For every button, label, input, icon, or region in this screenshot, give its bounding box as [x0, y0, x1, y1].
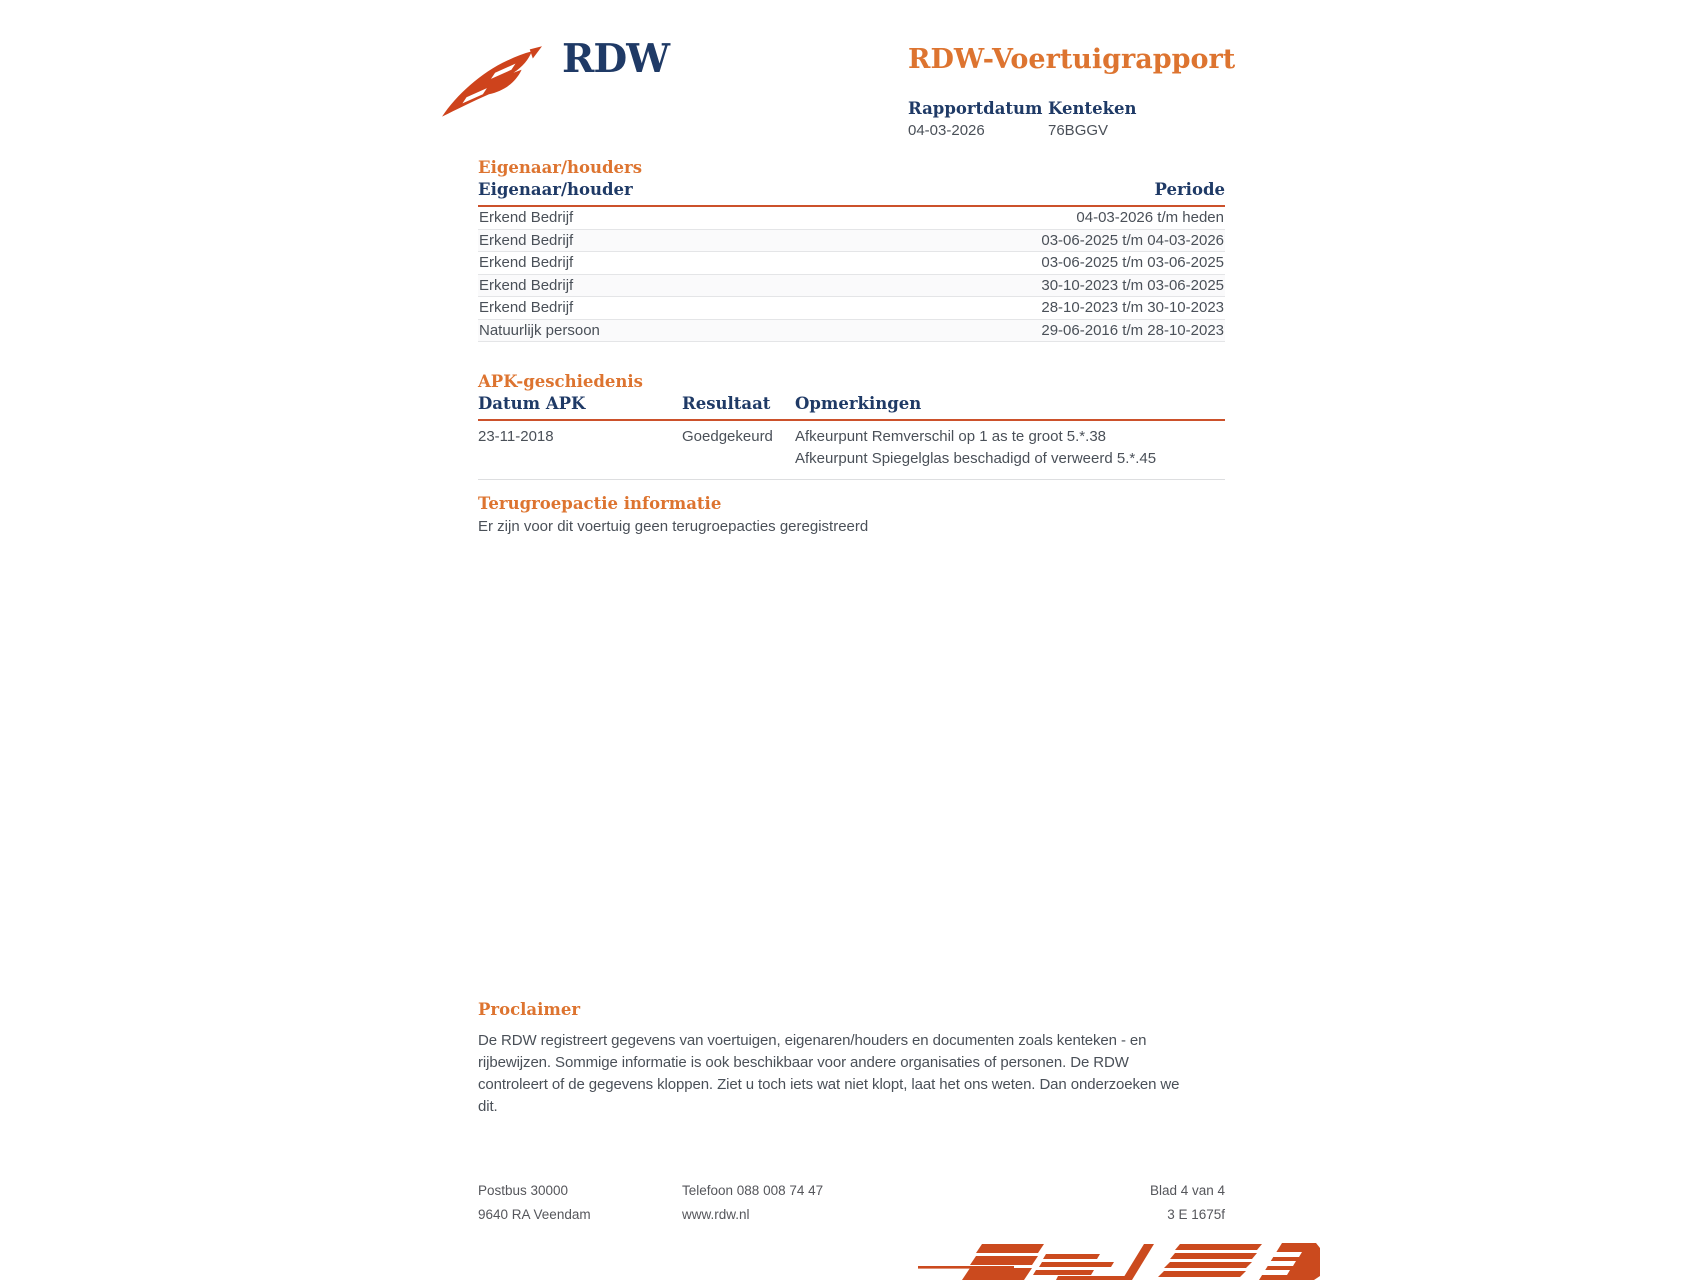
apk-table-header — [478, 394, 1225, 421]
table-row — [478, 230, 1225, 253]
footer-city: 9640 RA Veendam — [478, 1207, 591, 1222]
footer-postbus: Postbus 30000 — [478, 1183, 569, 1198]
table-row — [478, 320, 1225, 343]
apk-col-date: Datum APK — [478, 394, 586, 413]
owners-table-header — [478, 180, 1225, 207]
footer-page-number: Blad 4 van 4 — [1149, 1183, 1225, 1198]
report-date-value: 04-03-2026 — [908, 122, 985, 139]
owner-name: Natuurlijk persoon — [479, 321, 600, 339]
apk-date: 23-11-2018 — [478, 428, 554, 445]
owner-period: 04-03-2026 t/m heden — [1076, 209, 1224, 226]
owner-name: Erkend Bedrijf — [479, 276, 574, 294]
owners-section-title: Eigenaar/houders — [478, 158, 642, 177]
rdw-feather-icon — [440, 46, 542, 120]
license-plate-value: 76BGGV — [1048, 122, 1109, 139]
proclaimer-section-title: Proclaimer — [478, 1000, 581, 1019]
license-plate-label: Kenteken — [1048, 99, 1137, 118]
owner-period: 28-10-2023 t/m 30-10-2023 — [1041, 299, 1224, 316]
apk-remarks — [795, 426, 1225, 469]
report-title: RDW-Voertuigrapport — [908, 44, 1236, 75]
owner-name: Erkend Bedrijf — [479, 254, 574, 271]
apk-section-title: APK-geschiedenis — [478, 372, 643, 391]
apk-history-table — [478, 394, 1225, 480]
owner-name: Erkend Bedrijf — [479, 299, 574, 316]
table-row — [478, 207, 1225, 230]
apk-remark-line: Afkeurpunt Remverschil op 1 as te groot 5.*.38 — [795, 428, 1107, 445]
table-row — [478, 421, 1225, 480]
owner-name: Erkend Bedrijf — [479, 231, 574, 249]
apk-col-remarks: Opmerkingen — [795, 394, 922, 413]
owners-table — [478, 180, 1225, 342]
apk-result: Goedgekeurd — [682, 428, 773, 445]
rdw-logo-wordmark: RDW — [562, 36, 670, 82]
owners-col-period: Periode — [1154, 180, 1225, 199]
owner-period: 29-06-2016 t/m 28-10-2023 — [1041, 321, 1224, 339]
owner-period: 03-06-2025 t/m 03-06-2025 — [1041, 254, 1224, 271]
footer-doc-code: 3 E 1675f — [1167, 1207, 1225, 1222]
report-date-label: Rapportdatum — [908, 99, 1043, 118]
table-row — [478, 252, 1225, 275]
owners-col-owner: Eigenaar/houder — [478, 180, 633, 199]
footer-phone: Telefoon 088 008 74 47 — [682, 1183, 824, 1198]
proclaimer-body-text: De RDW registreert gegevens van voertuigen, eigenaren/houders en documenten zoals kenteken - en rijbewijzen. Sommige informatie is ook beschikbaar voor andere organisaties of personen. De RDW controleert of de gegevens kloppen. Ziet u toch iets wat niet klopt, laat het ons weten. Dan onderzoeken we dit. — [478, 1032, 1180, 1115]
owner-period: 03-06-2025 t/m 04-03-2026 — [1041, 231, 1224, 249]
table-row — [478, 275, 1225, 298]
speed-stripes-graphic — [918, 1240, 1320, 1280]
apk-remark-line: Afkeurpunt Spiegelglas beschadigd of verweerd 5.*.45 — [795, 449, 1157, 467]
owner-name: Erkend Bedrijf — [479, 209, 574, 226]
recall-body-text: Er zijn voor dit voertuig geen terugroepacties geregistreerd — [478, 518, 869, 535]
footer-website: www.rdw.nl — [682, 1207, 750, 1222]
table-row — [478, 297, 1225, 320]
owner-period: 30-10-2023 t/m 03-06-2025 — [1041, 276, 1224, 294]
recall-section-title: Terugroepactie informatie — [478, 494, 722, 513]
apk-col-result: Resultaat — [682, 394, 771, 413]
